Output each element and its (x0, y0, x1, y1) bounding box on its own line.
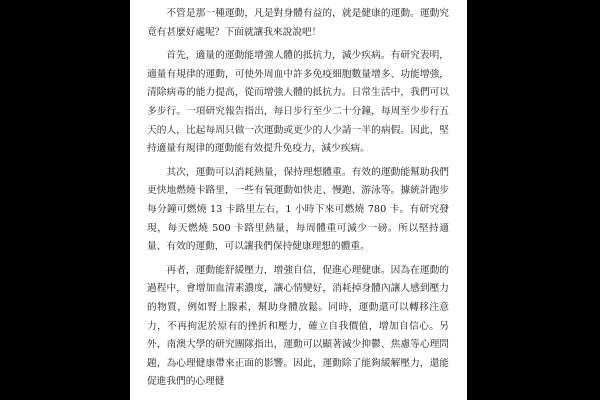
paragraph-intro: 不管是那一種運動，凡是對身體有益的，就是健康的運動。運動究竟有甚麼好處呢？下面就讓我來說說吧！ (147, 8, 449, 38)
document-page (130, 0, 467, 400)
paragraph-mental-health: 再者，運動能舒緩壓力，增強自信，促進心理健康。因為在運動的過程中，會增加血清素濃度，讓心情變好，消耗掉身體內讓人感到壓力的物質，例如腎上腺素，幫助身體放鬆。同時，運動還可以轉移注意力，不再拘泥於原有的挫折和壓力，確立自我價值，增加自信心。另外，南澳大學的研究團隊指出，運動可以顯著減少抑鬱、焦慮等心理問題，為心理健康帶來正面的影響。因此，運動除了能夠緩解壓力，還能促進我們的心理健 (147, 264, 449, 388)
document-body (147, 5, 449, 397)
paragraph-immunity: 首先，適量的運動能增強人體的抵抗力，減少疾病。有研究表明，適量有規律的運動，可使外周血中許多免疫細胞數量增多、功能增強，清除病毒的能力提高，從而增強人體的抵抗力。日常生活中，我們可以多步行。一項研究報告指出，每日步行至少二十分鐘，每周至少步行五天的人，比起每周只做一次運動或更少的人少請一半的病假。因此，堅持適量有規律的運動能有效提升免疫力，減少疾病。 (147, 50, 449, 155)
paragraph-weight: 其次，運動可以消耗熱量，保持理想體重。有效的運動能幫助我們更快地燃燒卡路里，一些有氧運動如快走、慢跑、游泳等。據統計跑步每分鐘可燃燒 13 卡路里左右，1 小時下來可燃燒 780 卡。有研究發現，每天燃燒 500 卡路里熱量，每周體重可減少一磅。所以堅持適量、有效的運動，可以讓我們保持健康理想的體重。 (147, 166, 449, 253)
